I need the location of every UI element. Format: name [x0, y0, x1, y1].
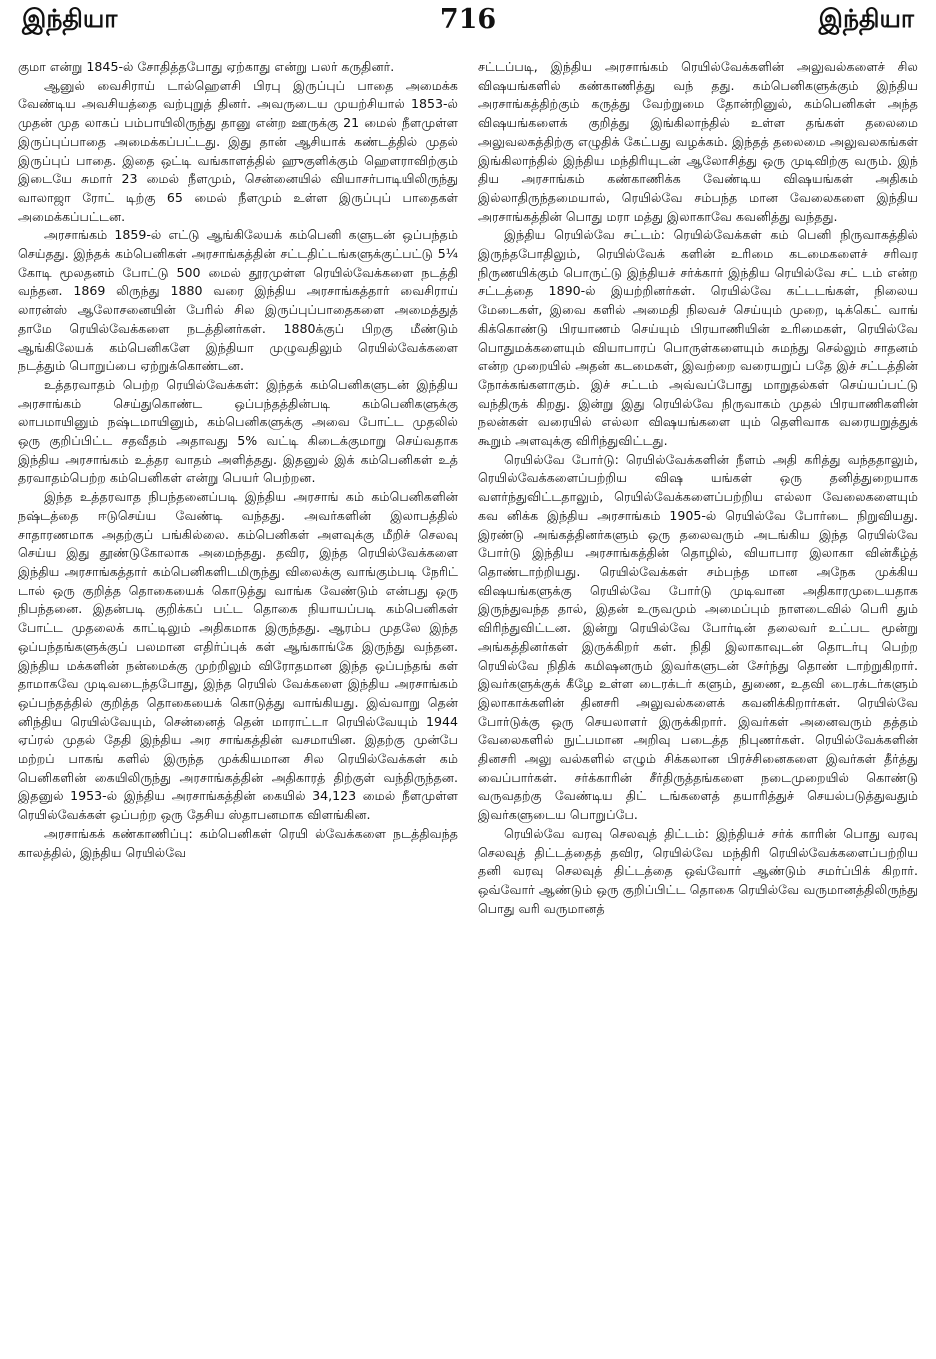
right-column	[478, 58, 918, 1354]
page-header	[0, 0, 936, 52]
section-paragraph: உத்தரவாதம் பெற்ற ரெயில்வேக்கள்: இந்தக் கம்பெனிகளுடன் இந்திய அரசாங்கம் செய்துகொண்ட ஒப்பந்தத்தின்படி கம்பெனிகளுக்கு லாபமாயினும் நஷ்டமாயினும், கம்பெனிகளுக்கு அவை போட்ட முதலில் ஒரு குறிப்பிட்ட சதவீதம் அதாவது 5% வட்டி கிடைக்குமாறு செய்வதாக இந்திய அரசாங்கம் உத்தர வாதம் அளித்தது. இதனுல் இக் கம்பெனிகள் உத் தரவாதம்பெற்ற கம்பெனிகள் என்று பெயர் பெற்றன.	[18, 376, 458, 486]
section-paragraph: இந்திய ரெயில்வே சட்டம்: ரெயில்வேக்கள் கம் பெனி நிருவாகத்தில் இருந்தபோதிலும், ரெயில்வேக் களின் உரிமை கடமைகளைச் சரிவர நிருணயிக்கும் பொருட்டு இந்தியச் சர்க்கார் இந்திய ரெயில்வே சட் டம் என்ற சட்டத்தை 1890-ல் இயற்றினர்கள். ரெயில்வே கட்டடங்கள், நிலைய மேடைகள், இவை களில் அமைதி நிலவச் செய்யும் முறை, டிக்கெட் வாங் கிக்கொண்டு பிரயாணம் செய்யும் பிரயாணியின் உரிமைகள், ரெயில்வே பொதுமக்களையும் வியாபாரப் பொருள்களையும் சுமந்து செல்லும் சாதனம் என்ற முறையில் அதன் கடமைகள், இவற்றை வரையறுப் பதே இச் சட்டத்தின் நோக்கங்களாகும். இச் சட்டம் அவ்வப்போது மாறுதல்கள் செய்யப்பட்டு வந்திருக் கிறது. இன்று இது ரெயில்வே நிருவாகம் முதல் பிரயாணிகளின் நலன்கள் வரையில் எல்லா விஷயங்களை யும் தெளிவாக வரையறுத்துக் கூறும் அளவுக்கு விரிந்துவிட்டது.	[478, 227, 918, 449]
section-paragraph: ரெயில்வே வரவு செலவுத் திட்டம்: இந்தியச் சர்க் காரின் பொது வரவு செலவுத் திட்டத்தைத் தவிர, ரெயில்வே மந்திரி ரெயில்வேக்களைப்பற்றிய தனி வரவு செலவுத் திட்டத்தை ஒவ்வோர் ஆண்டும் சமர்ப்பிக் கிறார். ஒவ்வோர் ஆண்டும் ஒரு குறிப்பிட்ட தொகை ரெயில்வே வருமானத்திலிருந்து பொது வரி வருமானத்	[478, 825, 918, 916]
running-title-right: இந்தியா	[818, 4, 914, 33]
page-number: 716	[439, 4, 497, 35]
paragraph: சட்டப்படி, இந்திய அரசாங்கம் ரெயில்வேக்களின் அலுவல்களைச் சில விஷயங்களில் கண்காணித்து வந் தது. கம்பெனிகளுக்கும் இந்திய அரசாங்கத்திற்கும் கருத்து வேற்றுமை தோன்றினுல், கம்பெனிகள் அந்த விஷயங்களைக் குறித்து இங்கிலாந்தில் உள்ள தங்கள் தலைமை அலுவலகத்திற்கு எழுதிக் கேட்பது வழக்கம். இந்தத் தலைமை அலுவலகங்கள் இங்கிலாந்தில் இந்திய மந்திரியுடன் ஆலோசித்து ஒரு முடிவிற்கு வரும். இந் திய அரசாங்கம் கண்காணிக்க வேண்டிய விஷயங்கள் அதிகம் இல்லாதிருந்தமையால், ரெயில்வே சம்பந்த மான வேலைகளை இந்திய அரசாங்கத்தின் பொது மரா மத்து இலாகாவே கவனித்து வந்தது.	[478, 59, 918, 224]
left-column	[18, 58, 458, 1354]
paragraph: இந்த உத்தரவாத நிபந்தனைப்படி இந்திய அரசாங் கம் கம்பெனிகளின் நஷ்டத்தை ஈடுசெய்ய வேண்டி வந்தது. அவர்களின் இலாபத்தில் சாதாரணமாக அதற்குப் பங்கில்லை. கம்பெனிகள் அளவுக்கு மீறிச் செலவு செய்ய இது தூண்டுகோலாக அமைந்தது. தவிர, இந்த ரெயில்வேக்களை இந்திய அரசாங்கத்தார் கம்பெனிகளிடமிருந்து விலைக்கு வாங்கும்படி நேரிட் டால் ஒரு குறித்த தொகையைக் கொடுத்து வாங்க வேண்டும் என்பது ஒரு நிபந்தனை. இதன்படி குறிக்கப் பட்ட தொகை நியாயப்படி கம்பெனிகள் போட்ட முதலைக் காட்டிலும் அதிகமாக இருந்தது. ஆரம்ப முதலே இந்த ஒப்பந்தங்களுக்குப் பலமான எதிர்ப்புக் கள் ஆங்காங்கே இருந்து வந்தன. இந்திய மக்களின் நன்மைக்கு முற்றிலும் விரோதமான இந்த ஒப்பந்தங் கள் தாமாகவே முடிவடைந்தபோது, இந்த ரெயில் வேக்களை இந்திய அரசாங்கம் ஒப்பந்தத்தில் குறித்த தொகையைக் கொடுத்து வாங்கியது. இவ்வாறு தென் னிந்திய ரெயில்வேயும், சென்னைத் தென் மாராட்டா ரெயில்வேயும் 1944 ஏப்ரல் முதல் தேதி இந்திய அர சாங்கத்தின் வசமாயின. இதற்கு முன்பே மற்றப் பாகங் களில் இருந்த முக்கியமான சில ரெயில்வேக்கள் கம் பெனிகளின் கையிலிருந்து அரசாங்கத்தின் அதிகாரத் திற்குள் வந்திருந்தன. இதனுல் 1953-ல் இந்திய அரசாங்கத்தின் கையில் 34,123 மைல் நீளமுள்ள ரெயில்வேக்கள் ஒப்பற்ற ஒரு தேசிய ஸ்தாபனமாக விளங்கின.	[18, 489, 458, 823]
paragraph: குமா என்று 1845-ல் சோதித்தபோது ஏற்காது என்று பலர் கருதினர்.	[18, 59, 395, 74]
paragraph: ஆனுல் வைசிராய் டால்ஹெளசி பிரபு இருப்புப் பாதை அமைக்க வேண்டிய அவசியத்தை வற்புறுத் தினர். அவருடைய முயற்சியால் 1853-ல் முதன் முத லாகப் பம்பாயிலிருந்து தானு என்ற ஊருக்கு 21 மைல் நீளமுள்ள இருப்புப்பாதை அமைக்கப்பட்டது. இது தான் ஆசியாக் கண்டத்தில் முதல் இருப்புப் பாதை. இதை ஒட்டி வங்காளத்தில் ஹுகுளிக்கும் ஹௌராவிற்கும் இடையே சுமார் 23 மைல் நீளமும், சென்னையில் வியாசர்பாடியிலிருந்து வாலாஜா ரோட் டிற்கு 65 மைல் நீளமும் உள்ள இருப்புப் பாதைகள் அமைக்கப்பட்டன.	[18, 77, 458, 224]
paragraph: அரசாங்கம் 1859-ல் எட்டு ஆங்கிலேயக் கம்பெனி களுடன் ஒப்பந்தம் செய்தது. இந்தக் கம்பெனிகள் அரசாங்கத்தின் சட்டதிட்டங்களுக்குட்பட்டு 5¼ கோடி மூலதனம் போட்டு 500 மைல் தூரமுள்ள ரெயில்வேக்களை நடத்தி வந்தன. 1869 லிருந்து 1880 வரை இந்திய அரசாங்கத்தார் வைசிராய் லாரன்ஸ் ஆலோசனையின் பேரில் சில இருப்புப்பாதைகளை அமைத்துத் தாமே ரெயில்வேக்களை நடத்தினர்கள். 1880க்குப் பிறகு மீண்டும் ஆங்கிலேயக் கம்பெனிகளே இந்தியா முழுவதிலும் ரெயில்வேக்களை நடத்தும் பொறுப்பை ஏற்றுக்கொண்டன.	[18, 227, 458, 374]
running-title-left: இந்தியா	[22, 4, 118, 33]
section-paragraph: ரெயில்வே போர்டு: ரெயில்வேக்களின் நீளம் அதி கரித்து வந்ததாலும், ரெயில்வேக்களைப்பற்றிய விஷ யங்கள் ஒரு தனித்துறையாக வளர்ந்துவிட்டதாலும், ரெயில்வேக்களைப்பற்றிய எல்லா வேலைகளையும் கவ னிக்க இந்திய அரசாங்கம் 1905-ல் ரெயில்வே போர்டை நிறுவியது. இரண்டு அங்கத்தினர்களும் ஒரு தலைவரும் அடங்கிய இந்த ரெயில்வே போர்டு இந்திய அரசாங்கத்தின் தொழில், வியாபார இலாகா வின்கீழ்த் தொண்டாற்றியது. ரெயில்வேக்கள் சம்பந்த மான அநேக முக்கிய விஷயங்களுக்கு ரெயில்வே போர்டு முடிவான அதிகாரமுடையதாக இருந்துவந்த தால், இதன் உருவமும் அமைப்பும் நாளடைவில் பெரி தும் விரிந்துவிட்டன. இன்று ரெயில்வே போர்டின் தலைவர் உட்பட மூன்று அங்கத்தினர்கள் இருக்கிறர் கள். நிதி இலாகாவுடன் தொடர்பு பெற்ற ரெயில்வே நிதிக் கமிஷனரும் இவர்களுடன் சேர்ந்து தொண் டாற்றுகிறார். இவர்களுக்குக் கீழே உள்ள டைரக்டர் களும், துணை, உதவி டைரக்டர்களும் இலாகாக்களின் தினசரி அலுவல்களைக் கவனிக்கிறார்கள். ரெயில்வே போர்டுக்கு ஒரு செயலாளர் இருக்கிறார். இவர்கள் அனைவரும் தத்தம் வேலைகளில் நுட்பமான அறிவு படைத்த நிபுணர்கள். ரெயில்வேக்களின் தினசரி அலு வல்களில் எழும் சிக்கலான பிரச்சினைகளை இவர்கள் தீர்த்து வைப்பார்கள். சர்க்காரின் சீர்திருத்தங்களை நடைமுறையில் கொண்டு வருவதற்கு வேண்டிய திட் டங்களைத் தயாரித்துச் செயல்படுத்துவதும் இவர்களுடைய பொறுப்பே.	[478, 451, 918, 823]
section-paragraph: அரசாங்கக் கண்காணிப்பு: கம்பெனிகள் ரெயி ல்வேக்களை நடத்திவந்த காலத்தில், இந்திய ரெயில்வே	[18, 825, 458, 860]
